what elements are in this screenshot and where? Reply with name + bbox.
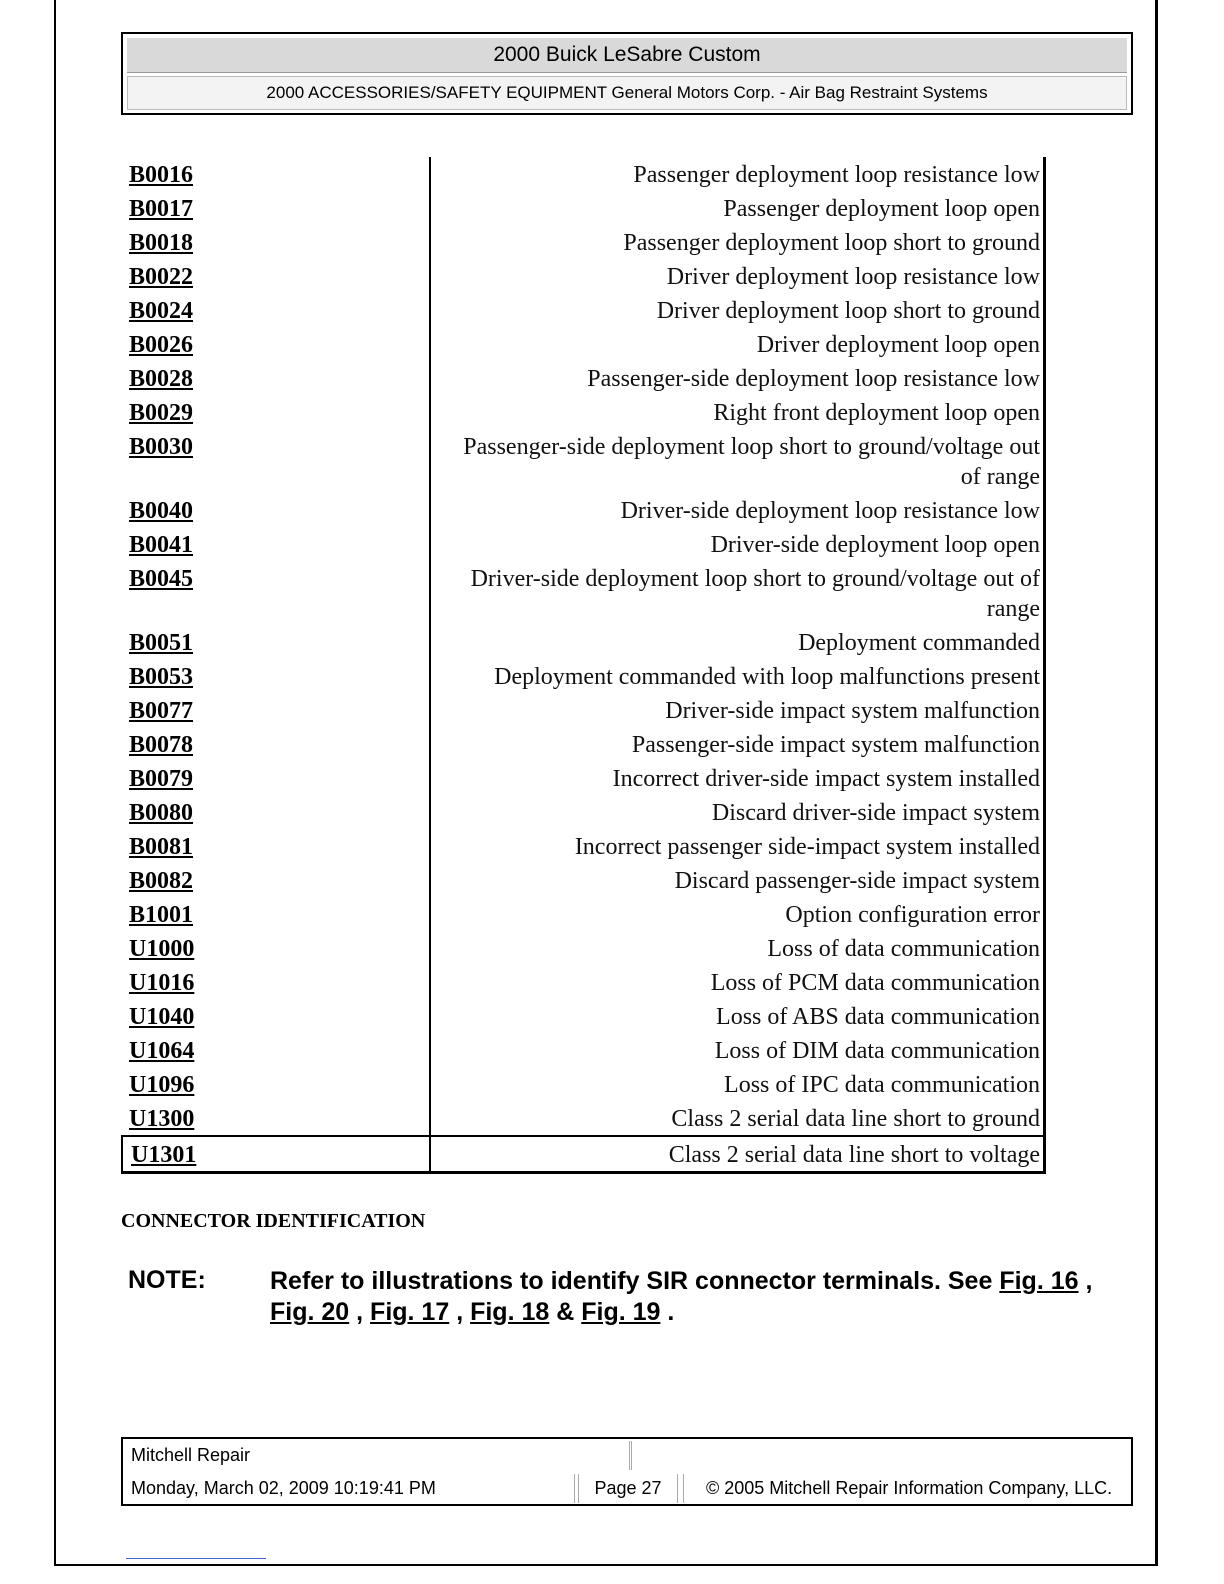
dtc-code-link[interactable]: B0051 xyxy=(129,630,194,656)
dtc-code-link[interactable]: B0028 xyxy=(129,366,194,392)
dtc-code-cell xyxy=(121,965,431,999)
dtc-code-cell xyxy=(121,395,431,429)
table-row xyxy=(121,293,1046,327)
dtc-code-link[interactable]: B0022 xyxy=(129,264,194,290)
dtc-code-cell xyxy=(121,829,431,863)
table-row xyxy=(121,225,1046,259)
fig-18-link[interactable]: Fig. 18 xyxy=(470,1298,550,1326)
dtc-code-cell xyxy=(121,1101,431,1135)
dtc-code-link[interactable]: B0082 xyxy=(129,868,194,894)
note-separator: , xyxy=(1085,1267,1093,1295)
table-row xyxy=(121,527,1046,561)
dtc-description: Passenger deployment loop short to ground xyxy=(431,225,1046,259)
dtc-code-link[interactable]: U1000 xyxy=(129,936,195,962)
dtc-code-link[interactable]: B0018 xyxy=(129,230,194,256)
note-separator: & xyxy=(556,1298,575,1326)
table-row xyxy=(121,829,1046,863)
dtc-description: Loss of PCM data communication xyxy=(431,965,1046,999)
dtc-code-cell xyxy=(121,429,431,493)
dtc-description: Passenger-side deployment loop resistance low xyxy=(431,361,1046,395)
dtc-code-link[interactable]: B0017 xyxy=(129,196,194,222)
dtc-code-cell xyxy=(121,1067,431,1101)
footer-empty-cell xyxy=(631,1441,1129,1470)
dtc-description: Discard passenger-side impact system xyxy=(431,863,1046,897)
table-row xyxy=(121,659,1046,693)
table-row xyxy=(121,429,1046,493)
footer-date: Monday, March 02, 2009 10:19:41 PM xyxy=(125,1474,575,1503)
dtc-code-cell xyxy=(121,157,431,191)
note-label: NOTE: xyxy=(128,1266,206,1294)
table-row xyxy=(121,1135,1046,1174)
dtc-code-link[interactable]: U1301 xyxy=(131,1142,197,1168)
dtc-code-link[interactable]: B0029 xyxy=(129,400,194,426)
dtc-description: Incorrect passenger side-impact system installed xyxy=(431,829,1046,863)
dtc-code-cell xyxy=(121,527,431,561)
dtc-description: Loss of IPC data communication xyxy=(431,1067,1046,1101)
bottom-rule xyxy=(126,1558,266,1559)
table-row xyxy=(121,999,1046,1033)
footer-publisher: Mitchell Repair xyxy=(125,1441,630,1470)
dtc-code-link[interactable]: B0053 xyxy=(129,664,194,690)
dtc-code-link[interactable]: B0040 xyxy=(129,498,194,524)
dtc-code-cell xyxy=(121,361,431,395)
fig-17-link[interactable]: Fig. 17 xyxy=(370,1298,450,1326)
dtc-code-link[interactable]: B1001 xyxy=(129,902,194,928)
dtc-code-link[interactable]: B0016 xyxy=(129,162,194,188)
table-row xyxy=(121,625,1046,659)
dtc-code-link[interactable]: B0081 xyxy=(129,834,194,860)
dtc-description: Driver deployment loop resistance low xyxy=(431,259,1046,293)
document-header xyxy=(121,32,1133,115)
dtc-code-cell xyxy=(121,561,431,625)
dtc-description: Driver-side deployment loop open xyxy=(431,527,1046,561)
dtc-code-cell xyxy=(121,191,431,225)
dtc-code-link[interactable]: B0024 xyxy=(129,298,194,324)
dtc-description: Passenger-side deployment loop short to ground/voltage out of range xyxy=(431,429,1046,493)
fig-19-link[interactable]: Fig. 19 xyxy=(581,1298,661,1326)
note-text xyxy=(270,1266,1110,1328)
table-row xyxy=(121,191,1046,225)
table-row xyxy=(121,157,1046,191)
table-row xyxy=(121,395,1046,429)
note-body: Refer to illustrations to identify SIR connector terminals. See xyxy=(270,1267,993,1295)
dtc-code-link[interactable]: U1040 xyxy=(129,1004,195,1030)
table-row xyxy=(121,863,1046,897)
document-footer xyxy=(121,1437,1133,1506)
dtc-code-cell xyxy=(121,931,431,965)
table-row xyxy=(121,761,1046,795)
table-row xyxy=(121,1101,1046,1135)
table-row xyxy=(121,259,1046,293)
note-separator: , xyxy=(456,1298,464,1326)
table-row xyxy=(121,493,1046,527)
table-row xyxy=(121,1067,1046,1101)
dtc-description: Class 2 serial data line short to voltage xyxy=(431,1137,1046,1171)
dtc-code-cell xyxy=(121,259,431,293)
dtc-description: Passenger deployment loop resistance low xyxy=(431,157,1046,191)
dtc-code-link[interactable]: B0078 xyxy=(129,732,194,758)
dtc-code-cell xyxy=(121,999,431,1033)
dtc-description: Discard driver-side impact system xyxy=(431,795,1046,829)
dtc-code-link[interactable]: U1300 xyxy=(129,1106,195,1132)
table-row xyxy=(121,361,1046,395)
dtc-description: Deployment commanded xyxy=(431,625,1046,659)
dtc-code-cell xyxy=(121,293,431,327)
dtc-description: Driver-side deployment loop short to ground/voltage out of range xyxy=(431,561,1046,625)
dtc-code-cell xyxy=(121,727,431,761)
table-row xyxy=(121,795,1046,829)
table-row xyxy=(121,897,1046,931)
dtc-description: Deployment commanded with loop malfunctions present xyxy=(431,659,1046,693)
table-row xyxy=(121,327,1046,361)
dtc-code-cell xyxy=(121,761,431,795)
dtc-description: Passenger deployment loop open xyxy=(431,191,1046,225)
dtc-code-link[interactable]: B0080 xyxy=(129,800,194,826)
dtc-description: Option configuration error xyxy=(431,897,1046,931)
dtc-description: Incorrect driver-side impact system installed xyxy=(431,761,1046,795)
table-row xyxy=(121,693,1046,727)
dtc-code-cell xyxy=(121,493,431,527)
note-separator: , xyxy=(356,1298,364,1326)
dtc-description: Loss of data communication xyxy=(431,931,1046,965)
dtc-code-link[interactable]: B0030 xyxy=(129,434,194,460)
fig-16-link[interactable]: Fig. 16 xyxy=(999,1267,1079,1295)
table-row xyxy=(121,1033,1046,1067)
dtc-code-link[interactable]: B0045 xyxy=(129,566,194,592)
dtc-description: Class 2 serial data line short to ground xyxy=(431,1101,1046,1135)
dtc-description: Driver-side impact system malfunction xyxy=(431,693,1046,727)
dtc-code-link[interactable]: B0041 xyxy=(129,532,194,558)
footer-copyright: © 2005 Mitchell Repair Information Company, LLC. xyxy=(683,1474,1129,1503)
dtc-code-cell xyxy=(121,659,431,693)
note-end: . xyxy=(667,1298,675,1326)
dtc-description: Driver deployment loop short to ground xyxy=(431,293,1046,327)
table-row xyxy=(121,727,1046,761)
dtc-description: Loss of ABS data communication xyxy=(431,999,1046,1033)
dtc-table xyxy=(121,157,1046,1174)
table-row xyxy=(121,965,1046,999)
header-subtitle: 2000 ACCESSORIES/SAFETY EQUIPMENT General Motors Corp. - Air Bag Restraint Systems xyxy=(127,76,1127,110)
table-row xyxy=(121,931,1046,965)
dtc-description: Loss of DIM data communication xyxy=(431,1033,1046,1067)
dtc-code-cell xyxy=(121,1137,431,1171)
dtc-code-link[interactable]: U1064 xyxy=(129,1038,195,1064)
dtc-code-link[interactable]: B0079 xyxy=(129,766,194,792)
dtc-code-link[interactable]: U1016 xyxy=(129,970,195,996)
dtc-description: Right front deployment loop open xyxy=(431,395,1046,429)
dtc-code-cell xyxy=(121,693,431,727)
connector-identification-heading: CONNECTOR IDENTIFICATION xyxy=(121,1210,426,1232)
dtc-code-cell xyxy=(121,625,431,659)
table-row xyxy=(121,561,1046,625)
dtc-description: Passenger-side impact system malfunction xyxy=(431,727,1046,761)
dtc-code-cell xyxy=(121,225,431,259)
dtc-description: Driver deployment loop open xyxy=(431,327,1046,361)
dtc-code-cell xyxy=(121,327,431,361)
dtc-code-link[interactable]: B0077 xyxy=(129,698,194,724)
header-title: 2000 Buick LeSabre Custom xyxy=(127,38,1127,73)
dtc-code-cell xyxy=(121,863,431,897)
footer-page-number: Page 27 xyxy=(578,1474,678,1503)
dtc-code-link[interactable]: U1096 xyxy=(129,1072,195,1098)
dtc-description: Driver-side deployment loop resistance low xyxy=(431,493,1046,527)
fig-20-link[interactable]: Fig. 20 xyxy=(270,1298,350,1326)
dtc-code-link[interactable]: B0026 xyxy=(129,332,194,358)
dtc-code-cell xyxy=(121,897,431,931)
dtc-code-cell xyxy=(121,1033,431,1067)
dtc-code-cell xyxy=(121,795,431,829)
